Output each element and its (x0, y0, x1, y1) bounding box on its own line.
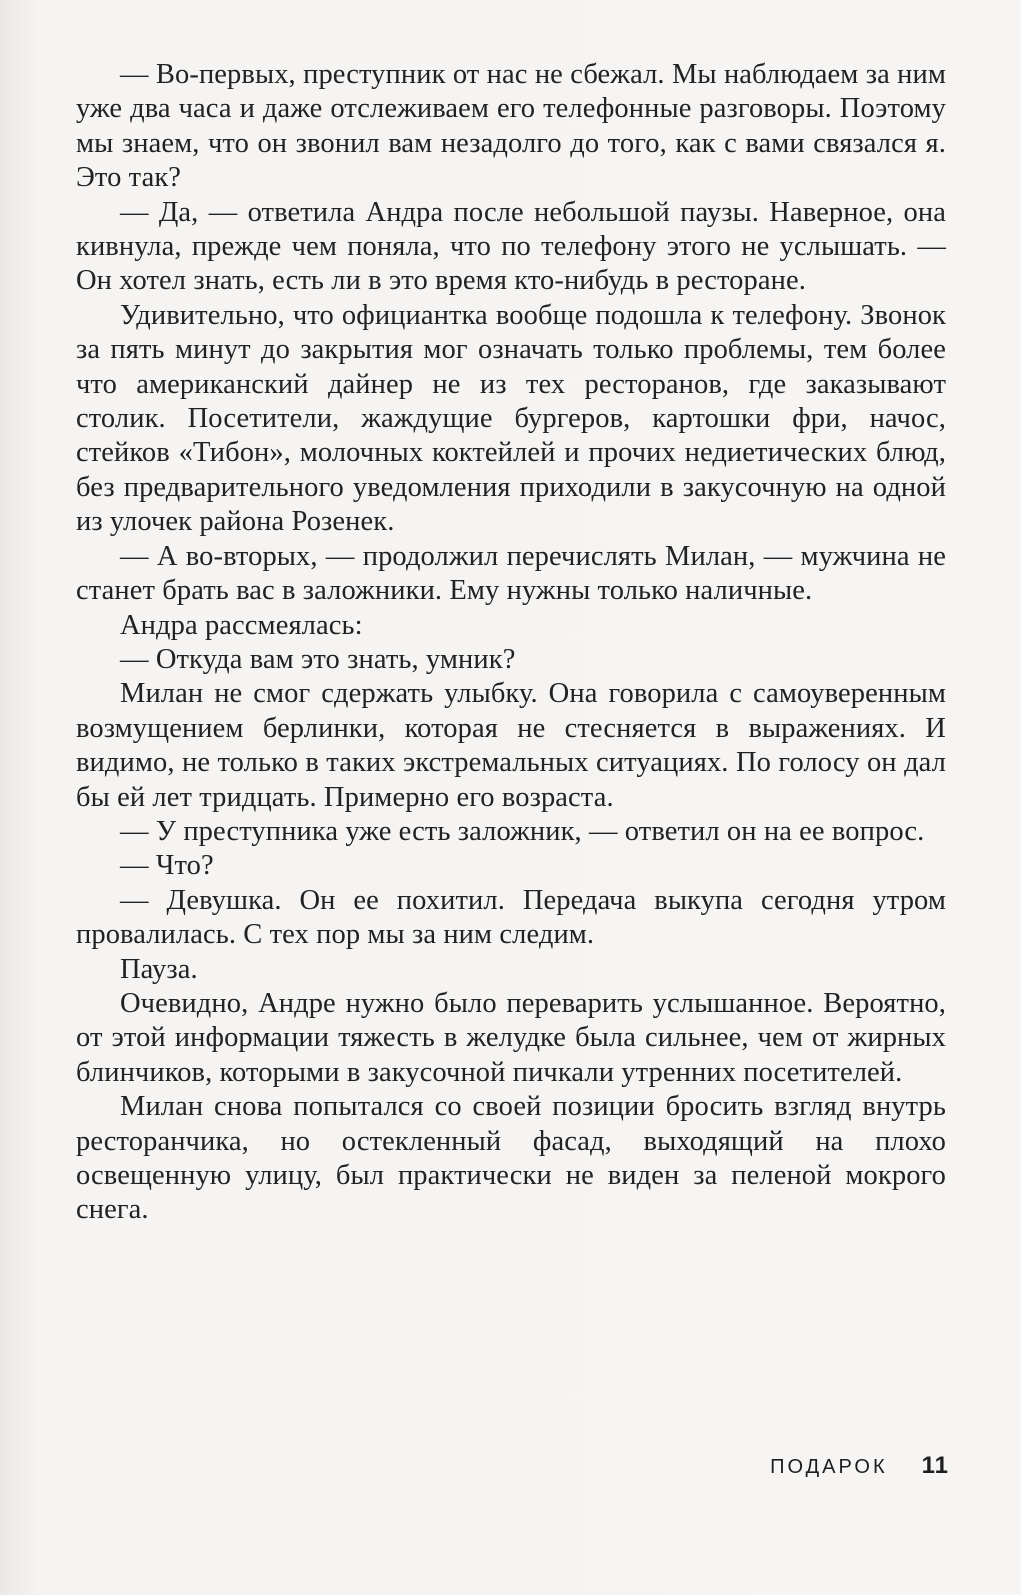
running-title: ПОДАРОК (770, 1456, 888, 1478)
paragraph-10: — Девушка. Он ее похитил. Передача выкупа сегодня утром провалилась. С тех пор мы за ним следим. (76, 884, 946, 951)
paragraph-13: Милан снова попытался со своей позиции бросить взгляд внутрь ресторанчика, но остекленный фасад, выходящий на плохо освещенную улицу, был практически не виден за пеленой мокрого снега. (76, 1091, 946, 1226)
page-number: 11 (921, 1452, 949, 1479)
paragraph-4: — А во-вторых, — продолжил перечислять Милан, — мужчина не станет брать вас в заложники. Ему нужны только наличные. (76, 540, 946, 607)
paragraph-8: — У преступника уже есть заложник, — ответил он на ее вопрос. (120, 815, 925, 847)
paragraph-12: Очевидно, Андре нужно было переварить услышанное. Вероятно, от этой информации тяжесть в желудке была сильнее, чем от жирных блинчиков, которыми в закусочной пичкали утренних посетителей. (76, 987, 946, 1088)
paragraph-1: — Во-первых, преступник от нас не сбежал. Мы наблюдаем за ним уже два часа и даже отслеживаем его телефонные разговоры. Поэтому мы знаем, что он звонил вам незадолго до того, как с вами связался я. Это так? (76, 59, 946, 194)
paragraph-7: Милан не смог сдержать улыбку. Она говорила с самоуверенным возмущением берлинки, которая не стесняется в выражениях. И видимо, не только в таких экстремальных ситуациях. По голосу он дал бы ей лет тридцать. Примерно его возраста. (76, 678, 946, 813)
paragraph-6: — Откуда вам это знать, умник? (120, 643, 516, 675)
paragraph-9: — Что? (120, 850, 214, 882)
body-text (76, 58, 946, 1228)
paragraph-11: Пауза. (120, 953, 198, 985)
paragraph-2: — Да, — ответила Андра после небольшой паузы. Наверное, она кивнула, прежде чем поняла, что по телефону этого не услышать. — Он хотел знать, есть ли в это время кто-нибудь в ресторане. (76, 196, 946, 297)
paragraph-5: Андра рассмеялась: (120, 609, 363, 641)
page-footer (770, 1452, 949, 1480)
paragraph-3: Удивительно, что официантка вообще подошла к телефону. Звонок за пять минут до закрытия мог означать только проблемы, тем более что американский дайнер не из тех ресторанов, где заказывают столик. Посетители, жаждущие бургеров, картошки фри, начос, стейков «Тибон», молочных коктейлей и прочих недиетических блюд, без предварительного уведомления приходили в закусочную на одной из улочек района Розенек. (76, 299, 946, 538)
